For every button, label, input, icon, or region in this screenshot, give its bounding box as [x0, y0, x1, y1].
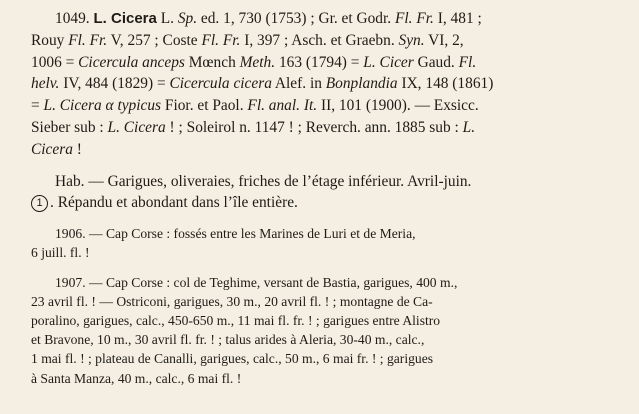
entry-line-4-segment-1: helv. [31, 75, 60, 93]
entry-line-3-segment-1: 1006 = [31, 53, 79, 71]
entry-line-2-segment-3: V, 257 ; Coste [107, 31, 202, 49]
entry-line-4-segment-5: Bonplandia [325, 75, 398, 93]
entry-line-4-segment-3: Cicercula cicera [169, 75, 272, 93]
entry-line-5-segment-5: II, 101 (1900). — Exsicc. [317, 97, 479, 115]
entry-line-3-segment-7: Gaud. [413, 53, 459, 71]
entry-line-3-segment-4: Meth. [239, 53, 276, 71]
entry-line-5-segment-2: L. Cicera α typicus [43, 97, 162, 115]
record-1906-line-1: 1906. — Cap Corse : fossés entre les Marines de Luri et de Meria, [55, 226, 416, 242]
habitat-line-2-text: . Répandu et abondant dans l’île entière. [50, 194, 298, 212]
entry-line-1-segment-4: Sp. [177, 10, 198, 27]
entry-line-2-segment-4: Fl. Fr. [201, 31, 241, 49]
entry-line-4-segment-2: IV, 484 (1829) = [59, 75, 170, 93]
entry-line-1-segment-2: L. Cicera [93, 10, 157, 27]
record-1907-line-5: 1 mai fl. ! ; plateau de Canalli, garigues, calc., 50 m., 6 mai fr. ! ; garigues [31, 351, 434, 367]
entry-line-4-segment-4: Alef. in [271, 75, 326, 93]
record-1907-line-2: 23 avril fl. ! — Ostriconi, garigues, 30 m., 20 avril fl. ! ; montagne de Ca- [31, 293, 433, 309]
record-1907-line-1: 1907. — Cap Corse : col de Teghime, versant de Bastia, garigues, 400 m., [55, 274, 458, 290]
entry-line-3-segment-2: Cicercula anceps [78, 53, 185, 71]
entry-line-6-segment-1: Sieber sub : [31, 118, 108, 136]
record-1907-line-4: et Bravone, 10 m., 30 avril fl. fr. ! ; talus arides à Aleria, 30-40 m., calc., [31, 332, 425, 348]
entry-line-3-segment-5: 163 (1794) = [275, 53, 364, 71]
entry-line-5-segment-4: Fl. anal. It. [247, 97, 318, 115]
record-1906-line-2: 6 juill. fl. ! [31, 245, 90, 261]
entry-line-3-segment-8: Fl. [458, 53, 477, 71]
entry-line-2-segment-2: Fl. Fr. [68, 31, 108, 49]
record-1907-line-3: poralino, garigues, calc., 450-650 m., 11 mai fl. fr. ! ; garigues entre Alistro [31, 312, 441, 328]
entry-line-1-segment-7: I, 481 ; [433, 10, 482, 27]
entry-line-6-segment-4: L. [462, 118, 476, 136]
habitat-line-1: Hab. — Garigues, oliveraies, friches de l’étage inférieur. Avril-juin. [55, 172, 472, 190]
entry-line-2-segment-6: Syn. [398, 31, 425, 49]
entry-line-2 [31, 30, 623, 52]
entry-line-5-segment-1: = [31, 97, 44, 115]
record-1906 [31, 224, 623, 262]
entry-line-1-segment-1: 1049. [55, 10, 94, 27]
habitat-line-2 [31, 192, 623, 214]
entry-line-4-segment-6: IX, 148 (1861) [397, 75, 494, 93]
habitat-paragraph [31, 171, 623, 215]
entry-line-5 [31, 95, 623, 117]
entry-line-7-segment-2: ! [72, 140, 82, 158]
record-1907 [31, 273, 623, 388]
entry-line-3-segment-6: L. Cicer [363, 53, 414, 71]
entry-line-3-segment-3: Mœnch [184, 53, 240, 71]
entry-line-1-segment-3: L. [156, 10, 178, 27]
entry-line-5-segment-3: Fior. et Paol. [161, 97, 248, 115]
entry-line-2-segment-1: Rouy [31, 31, 69, 49]
entry-line-4 [31, 73, 623, 95]
entry-line-2-segment-5: I, 397 ; Asch. et Graebn. [240, 31, 399, 49]
entry-line-7 [31, 139, 623, 161]
entry-line-1-segment-6: Fl. Fr. [394, 10, 434, 27]
entry-line-6-segment-3: ! ; Soleirol n. 1147 ! ; Reverch. ann. 1885 sub : [165, 118, 463, 136]
annual-symbol-icon: 1 [31, 195, 48, 212]
entry-line-6 [31, 117, 623, 139]
entry-line-6-segment-2: L. Cicera [107, 118, 166, 136]
entry-line-3 [31, 52, 623, 74]
species-entry [31, 8, 623, 161]
entry-line-1-segment-5: ed. 1, 730 (1753) ; Gr. et Godr. [197, 10, 395, 27]
entry-line-1 [55, 8, 623, 30]
record-1907-line-6: à Santa Manza, 40 m., calc., 6 mai fl. ! [31, 370, 242, 386]
entry-line-2-segment-7: VI, 2, [424, 31, 464, 49]
entry-line-7-segment-1: Cicera [31, 140, 73, 158]
